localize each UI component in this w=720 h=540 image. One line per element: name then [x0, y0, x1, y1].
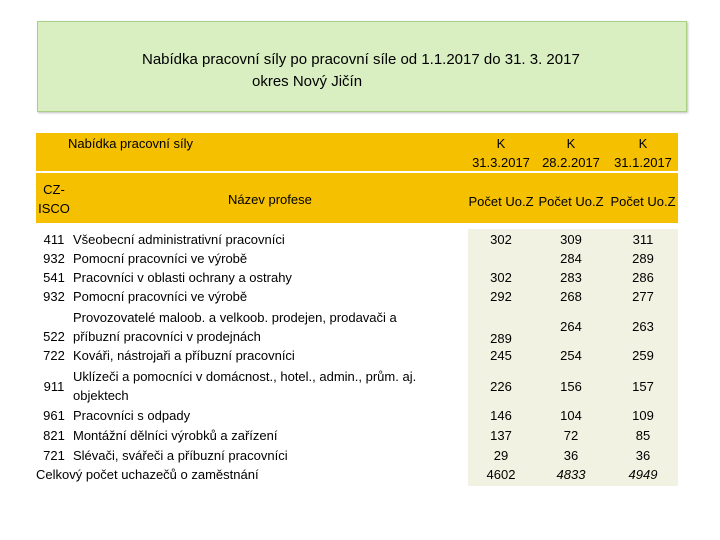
- header-k-col-1: K 31.3.2017: [472, 136, 530, 170]
- header-pocet-3: Počet Uo.Z: [610, 194, 676, 209]
- table-row: 721 Slévači, svářeči a příbuzní pracovníci 29 36 36: [43, 448, 651, 463]
- header-k-col-3: K 31.1.2017: [614, 136, 672, 170]
- data-table: [36, 133, 678, 486]
- total-row: Celkový počet uchazečů o zaměstnání 4602 4833 4949: [36, 467, 658, 482]
- header-cz-isco: CZ- ISCO: [38, 182, 70, 216]
- table-row: 821 Montážní dělníci výrobků a zařízení 137 72 85: [43, 428, 651, 443]
- table-row: 932 Pomocní pracovníci ve výrobě 292 268 277: [43, 289, 654, 304]
- header-label: Nabídka pracovní síly: [68, 136, 194, 151]
- table-row: 932 Pomocní pracovníci ve výrobě 284 289: [43, 251, 654, 266]
- header-k-col-2: K 28.2.2017: [542, 136, 600, 170]
- table-row: 541 Pracovníci v oblasti ochrany a ostrahy 302 283 286: [43, 270, 654, 285]
- table-row: 722 Kováři, nástrojaři a příbuzní pracovníci 245 254 259: [43, 348, 654, 363]
- table-header-row-1: [36, 133, 678, 171]
- title-line-2: okres Nový Jičín: [252, 73, 363, 90]
- title-line-1: Nabídka pracovní síly po pracovní síle od 1.1.2017 do 31. 3. 2017: [142, 51, 580, 68]
- header-pocet-2: Počet Uo.Z: [538, 194, 604, 209]
- table-row: 911 Uklízeči a pomocníci v domácnost., hotel., admin., prům. aj. objektech 226 156 157: [43, 369, 654, 403]
- table-row: 411 Všeobecní administrativní pracovníci 302 309 311: [43, 232, 654, 247]
- title-banner: [37, 21, 687, 112]
- table-row: 961 Pracovníci s odpady 146 104 109: [43, 408, 654, 423]
- header-pocet-1: Počet Uo.Z: [468, 194, 534, 209]
- header-nazev-profese: Název profese: [228, 192, 312, 207]
- table-header-row-2: [36, 173, 678, 223]
- table-row: 522 Provozovatelé maloob. a velkoob. prodejen, prodavači a příbuzní pracovníci v prodejnách 289 264 263: [43, 310, 654, 346]
